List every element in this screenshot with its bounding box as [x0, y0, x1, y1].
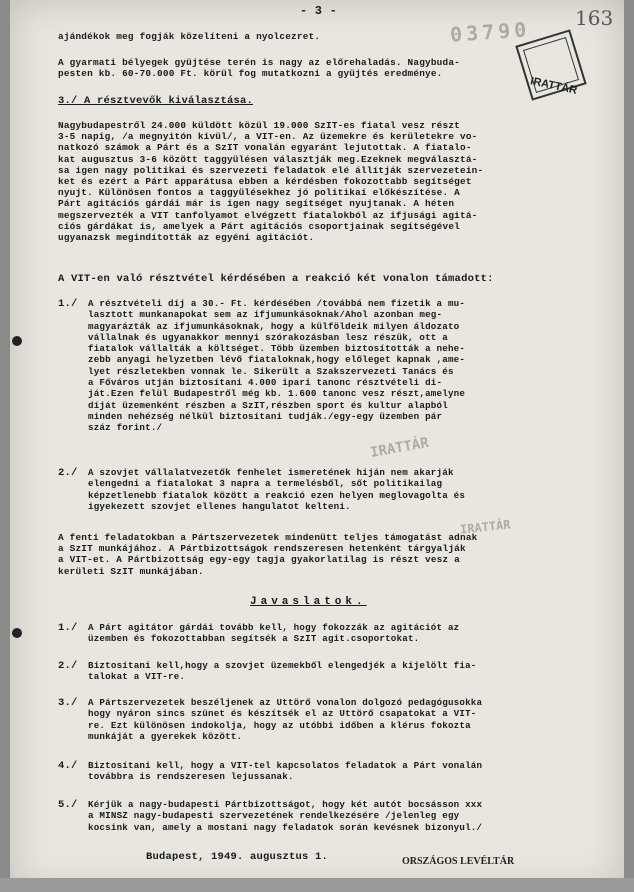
reaction-item-1-text: A résztvételi díj a 30.- Ft. kérdésében /továbbá nem fizetik a mu- lasztott munkanapokat sem az ifjumunkásoknak/Ahol azonban meg- magyarázták az ifjumunkásoknak, hogy a külföldeik milyen áldozato vállalnak és ugyanakkor mennyi szórakozásban lesz részük, ott a fiatalok vállalták a költséget. Több üzemben biztosították a nehe- zebb anyagi helyzetben lévő fiataloknak,hogy előleget kapnak ,ame- lyet részletekben vonnak le. Sikerült a Szakszervezeti Tanács és a Főváros utján biztosítani 4.000 ipari tanonc résztvételi di- ját.Ezen felül Budapestről még kb. 1.600 tanonc vesz részt,amelyne díját üzemenként részben a SzIT,részben sport és kultur alapból minden nehézség nélkül biztosítani tudják./egy-egy üzemben pár száz forint./ [88, 298, 466, 434]
proposal-1-text: A Párt agitátor gárdái tovább kell, hogy fokozzák az agitációt az üzemben és fokozottabban segítsék a SzIT agit.csoportokat. [88, 622, 460, 645]
proposal-3-number: 3./ [58, 697, 78, 709]
reaction-item-2-number: 2./ [58, 467, 78, 479]
stamp-label: IRATTÁR [529, 75, 579, 97]
archive-label: ORSZÁGOS LEVÉLTÁR [402, 856, 515, 867]
header-line-2: A gyarmati bélyegek gyüjtése terén is nagy az előrehaladás. Nagybuda- [58, 57, 460, 68]
document-page [10, 0, 624, 892]
proposal-1-number: 1./ [58, 622, 78, 634]
section-3-body: Nagybudapestről 24.000 küldött közül 19.000 SzIT-es fiatal vesz részt 3-5 napig, /a megnyitón kivül/, a VIT-en. Az üzemekre és kerületekre vo- natkozó számok a Párt és a SzIT vonalán egyaránt lejutottak. A fiatalo- kat augusztus 3-6 között taggyülésen választják meg.Ezeknek megválasztá- sa igen nagy politikai és szervezeti feladatok elé állítják szervezetein- ket és ezért a Párt apparátusa ebben a kérdésben fokozottabb segítséget nyujt. Különösen fontos a taggyülésekhez jó politikai előkészítése. A Párt agitációs gárdái már is igen nagy segítséget nyujtanak. A héten megszervezték a VIT tanfolyamot elvégzett fiatalokból az ifjusági agitá- ciós gárdákat is, amelyek a Párt agitációs csoportjainak segítségével ugyanazsk megindították az egyéni agitációt. [58, 120, 484, 244]
proposal-2-text: Biztosítani kell,hogy a szovjet üzemekből elengedjék a kijelölt fia- talokat a VIT-re. [88, 660, 477, 683]
date-line: Budapest, 1949. augusztus 1. [146, 851, 329, 863]
page-number: - 3 - [300, 4, 338, 18]
proposal-4-number: 4./ [58, 760, 78, 772]
faint-round-stamp: IRATTÁR [369, 434, 430, 462]
reaction-item-2-text: A szovjet vállalatvezetők fenhelet ismeretének hiján nem akarják elengedni a fiatalokat 3 napra a termelésből, sőt politikailag képzetlenebb fiatalok között a reakció ezen helyen meglovagolta és igyekezett szovjet ellenes hangulatot kelteni. [88, 467, 466, 512]
header-line-1: ajándékok meg fogják közelíteni a nyolcezret. [58, 31, 321, 42]
punch-hole-top [12, 336, 22, 346]
archive-handwritten-number: 163 [575, 6, 614, 30]
faint-serial-number: 03790 [449, 17, 531, 47]
proposal-3-text: A Pártszervezetek beszéljenek az Uttörő vonalon dolgozó pedagógusokka hogy nyáron sincs szünet és készítsék el az Uttörő csapatokat a VIT- re. Ezt különösen indokolja, hogy az utóbbi időben a klérus fokozta munkáját a gyerekek között. [88, 697, 483, 742]
proposal-5-text: Kérjük a nagy-budapesti Pártbizottságot, hogy két autót bocsásson xxx a MINSZ nagy-budapesti szervezetének rendelkezésére /jelenleg egy kocsink van, amely a mostani nagy feladatok során kevésnek bizonyul./ [88, 799, 483, 833]
tasks-body: A fenti feladatokban a Pártszervezetek mindenütt teljes támogatást adnak a SzIT munkájához. A Pártbizottságok rendszeresen hetenként tárgyalják a VIT-et. A Pártbizottság egy-egy tagja gyakorlatilag is részt vesz a kerületi SzIT munkájában. [58, 532, 478, 577]
section-3-title: 3./ A résztvevők kiválasztása. [58, 95, 254, 107]
reaction-heading: A VIT-en való résztvétel kérdésében a reakció két vonalon támadott: [58, 273, 494, 285]
header-line-3: pesten kb. 60-70.000 Ft. körül fog mutatkozni a gyüjtés eredménye. [58, 68, 443, 79]
scan-bottom-border [0, 878, 634, 892]
proposal-5-number: 5./ [58, 799, 78, 811]
proposals-title: Javaslatok. [250, 596, 367, 608]
punch-hole-bottom [12, 628, 22, 638]
proposal-4-text: Biztosítani kell, hogy a VIT-tel kapcsolatos feladatok a Párt vonalán továbbra is rendszeresen lejussanak. [88, 760, 483, 783]
proposal-2-number: 2./ [58, 660, 78, 672]
reaction-item-1-number: 1./ [58, 298, 78, 310]
faint-stamp-2: IRATTÁR [459, 517, 512, 537]
